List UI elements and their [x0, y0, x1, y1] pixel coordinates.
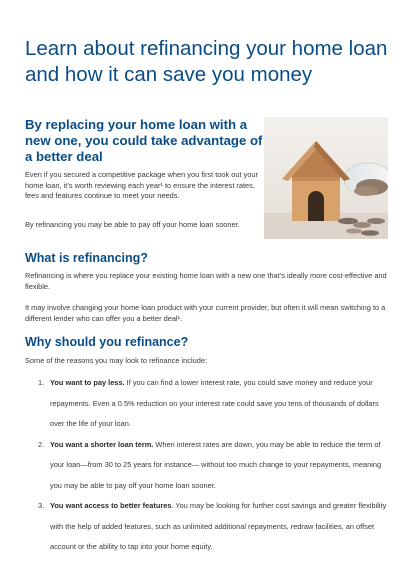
- why-heading: Why should you refinance?: [25, 335, 189, 349]
- what-paragraph: Refinancing is where you replace your existing home loan with a new one that’s ideally more cost-effective and flexible.: [25, 271, 387, 291]
- list-number: 2.: [38, 439, 45, 449]
- intro-paragraph: By refinancing you may be able to pay off your home loan sooner.: [25, 220, 240, 229]
- what-paragraph: It may involve changing your home loan product with your current provider, but often it will mean switching to a different lender who can offer you a better deal¹.: [25, 303, 386, 323]
- reason-text: . You may be looking for further cost savings and greater flexibility with the help of added features, such as unlimited additional repayments, redraw facilities, an offset account or the ability to tap into your home equity.: [50, 501, 387, 551]
- intro-headline: By replacing your home loan with a new one, you could take advantage of a better deal: [25, 117, 263, 164]
- list-item: [38, 496, 388, 558]
- reason-title: You want a shorter loan term.: [50, 439, 154, 449]
- reason-title: You want to pay less.: [50, 378, 125, 387]
- reason-title: You want access to better features: [50, 501, 172, 510]
- reason-text: When interest rates are down, you may be able to reduce the term of your loan—from 30 to 25 years for instance— without too much change to your repayments, meaning you may be able to pay off your home loan sooner.: [50, 439, 382, 490]
- intro-paragraph: Even if you secured a competitive package when you first took out your home loan, it’s worth reviewing each year¹ to ensure the interest rates, fees and features continue to meet your needs.: [25, 170, 258, 200]
- what-heading: What is refinancing?: [25, 251, 148, 265]
- page-title: Learn about refinancing your home loan and how it can save you money: [25, 37, 388, 86]
- list-number: 1.: [38, 378, 45, 387]
- why-intro: Some of the reasons you may look to refinance include:: [25, 356, 207, 365]
- reason-text: If you can find a lower interest rate, you could save money and reduce your repayments. Even a 0.5% reduction on your interest rate could save you tens of thousands of dollars over the life of your loan.: [50, 378, 379, 428]
- wooden-house-icon: [264, 117, 388, 239]
- reasons-list: [38, 373, 388, 558]
- list-item: [38, 435, 388, 497]
- list-number: 3.: [38, 501, 45, 510]
- house-coins-photo: [264, 117, 388, 239]
- list-item: [38, 373, 388, 435]
